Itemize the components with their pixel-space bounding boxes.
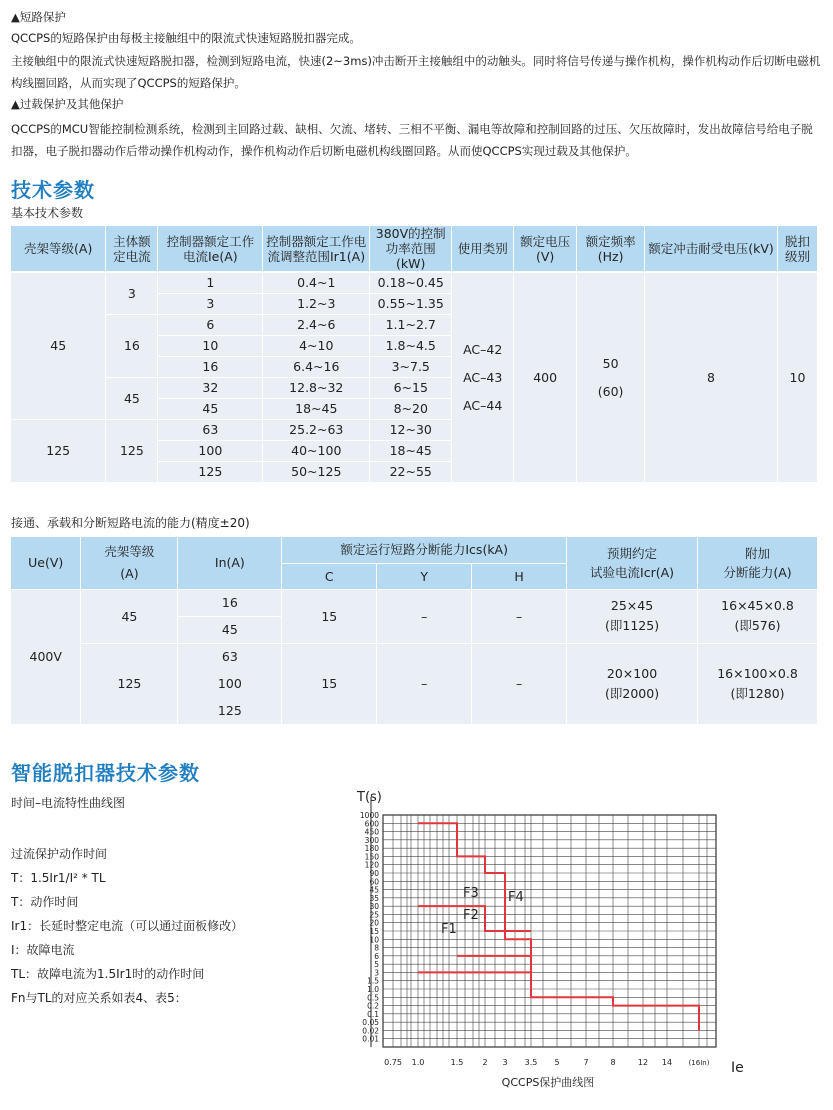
breaking-table [11, 537, 818, 724]
ir1-cell: 4~10 [263, 335, 370, 356]
main-current-cell: 125 [106, 419, 158, 482]
ir1-cell: 25.2~63 [263, 419, 370, 440]
in-cell: 100 [178, 670, 282, 697]
chart-y-tick-label: 0.05 [362, 1018, 379, 1028]
h-cell: – [472, 643, 567, 724]
chart-x-axis-label: Ie [731, 1060, 744, 1076]
frame-cell: 45 [11, 272, 106, 419]
chart-x-tick-label: 1.5 [450, 1058, 464, 1067]
icr-cell [567, 589, 698, 643]
chart-y-tick-label: 600 [364, 819, 379, 829]
additional-value: 16×100×0.8 [717, 665, 798, 681]
frame-cell: 125 [81, 643, 178, 724]
chart-x-tick-label: 5 [554, 1058, 560, 1067]
power-cell: 6~15 [370, 377, 452, 398]
ie-cell: 6 [158, 314, 263, 335]
chart-y-tick-label: 3 [374, 968, 379, 978]
header-icr-line2: 试验电流Icr(A) [590, 564, 675, 580]
header-h: H [472, 563, 567, 589]
trip-class-cell: 10 [777, 272, 817, 482]
chart-y-tick-label: 5 [374, 960, 379, 970]
chart-x-tick-label: 2 [482, 1058, 488, 1067]
power-cell: 12~30 [370, 419, 452, 440]
chart-y-tick-label: 30 [369, 902, 379, 912]
icr-equivalent: (即1125) [605, 618, 660, 633]
y-cell: – [377, 589, 472, 643]
chart-y-tick-label: 60 [369, 877, 379, 887]
ir1-cell: 50~125 [263, 461, 370, 482]
tech-params-title: 技术参数 [11, 178, 95, 202]
table-row [11, 643, 818, 670]
chart-x-tick-label: 12 [637, 1058, 649, 1067]
overload-heading: ▲过载保护及其他保护 [11, 97, 124, 111]
formula-definitions [11, 842, 341, 1010]
ie-cell: 1 [158, 272, 263, 293]
additional-cell [698, 589, 818, 643]
chart-y-tick-label: 0.1 [367, 1009, 379, 1019]
chart-x-tick-label: 14 [661, 1058, 673, 1067]
header-power: 380V的控制功率范围(kW) [370, 226, 452, 272]
icr-equivalent: (即2000) [605, 685, 660, 701]
ie-cell: 125 [158, 461, 263, 482]
chart-y-tick-label: 0.5 [367, 993, 379, 1003]
def-line: Ir1：长延时整定电流（可以通过面板修改） [11, 919, 244, 933]
power-cell: 1.8~4.5 [370, 335, 452, 356]
category-ac44: AC–44 [463, 397, 503, 413]
chart-y-tick-label: 0.02 [362, 1026, 379, 1036]
header-frame: 壳架等级(A) [11, 226, 106, 272]
h-cell: – [472, 589, 567, 643]
def-line: 过流保护动作时间 [11, 847, 108, 861]
ie-cell: 100 [158, 440, 263, 461]
table-row [11, 272, 818, 293]
chart-y-tick-label: 120 [364, 860, 379, 870]
chart-x-tick-label: 3.5 [524, 1058, 538, 1067]
voltage-cell: 400 [514, 272, 577, 482]
chart-title: QCCPS保护曲线图 [501, 1076, 595, 1089]
def-line: T：动作时间 [11, 895, 79, 909]
ir1-cell: 0.4~1 [263, 272, 370, 293]
chart-curve-label: F3 [463, 886, 479, 901]
header-main-current: 主体额定电流 [106, 226, 158, 272]
frame-cell: 45 [81, 589, 178, 643]
chart-y-tick-label: 10 [369, 935, 379, 945]
overload-paragraph: QCCPS的MCU智能控制检测系统，检测到主回路过载、缺相、欠流、堵转、三相不平衡、漏电等故障和控制回路的过压、欠压故障时，发出故障信号给电子脱扣器，电子脱扣器动作后带动操作机构动作，操作机构动作后切断电磁机构线圈回路。从而使QCCPS实现过载及其他保护。 [11, 122, 813, 158]
chart-y-tick-label: 300 [364, 835, 379, 845]
chart-y-tick-label: 20 [369, 918, 379, 928]
chart-y-tick-label: 0.2 [367, 1001, 379, 1011]
power-cell: 3~7.5 [370, 356, 452, 377]
ir1-cell: 12.8~32 [263, 377, 370, 398]
chart-y-tick-label: 15 [369, 927, 379, 936]
ir1-cell: 2.4~6 [263, 314, 370, 335]
header-icr [567, 537, 698, 589]
category-cell [452, 272, 514, 482]
additional-value: 16×45×0.8 [721, 598, 794, 613]
frame-cell: 125 [11, 419, 106, 482]
power-cell: 22~55 [370, 461, 452, 482]
chart-y-tick-label: 90 [369, 869, 379, 878]
main-current-cell: 16 [106, 314, 158, 377]
header-category: 使用类别 [452, 226, 514, 272]
frequency-main: 50 [602, 355, 619, 371]
chart-y-tick-label: 1.5 [367, 976, 379, 986]
header-c: C [282, 563, 377, 589]
basic-params-subtitle: 基本技术参数 [11, 206, 84, 220]
def-line: TL：故障电流为1.5Ir1时的动作时间 [11, 967, 205, 981]
frequency-alt: (60) [597, 383, 624, 399]
breaking-header-row [11, 537, 818, 563]
header-voltage: 额定电压(V) [514, 226, 577, 272]
chart-y-tick-label: 6 [374, 951, 379, 961]
power-cell: 0.18~0.45 [370, 272, 452, 293]
chart-y-tick-label: 25 [369, 910, 379, 920]
icr-value: 20×100 [606, 665, 658, 681]
chart-x-tick-label: 1.0 [411, 1058, 425, 1067]
header-ue: Ue(V) [11, 537, 81, 589]
impulse-cell: 8 [645, 272, 778, 482]
chart-x-tick-label: 8 [610, 1058, 616, 1067]
in-cell: 125 [178, 697, 282, 724]
ie-cell: 3 [158, 293, 263, 314]
header-ir1: 控制器额定工作电流调整范围Ir1(A) [263, 226, 370, 272]
ie-cell: 45 [158, 398, 263, 419]
chart-y-tick-label: 0.01 [362, 1034, 379, 1044]
ir1-cell: 40~100 [263, 440, 370, 461]
basic-params-table [11, 226, 818, 482]
chart-curve-label: F4 [508, 890, 524, 905]
power-cell: 0.55~1.35 [370, 293, 452, 314]
header-frame-line2: (A) [120, 565, 139, 581]
category-ac43: AC–43 [463, 369, 503, 385]
header-additional-line1: 附加 [744, 545, 770, 561]
in-cell: 63 [178, 643, 282, 670]
ir1-cell: 1.2~3 [263, 293, 370, 314]
curve-subtitle: 时间–电流特性曲线图 [11, 796, 126, 810]
category-ac42: AC–42 [463, 341, 503, 357]
chart-y-tick-label: 8 [374, 943, 379, 953]
short-circuit-paragraph-2: 主接触组中的限流式快速短路脱扣器，检测到短路电流，快速(2~3ms)冲击断开主接触组中的动触头。同时将信号传递与操作机构，操作机构动作后切断电磁机构线圈回路，从而实现了QCCPS的短路保护。 [11, 54, 821, 90]
def-line: I：故障电流 [11, 943, 75, 957]
additional-cell [698, 643, 818, 724]
chart-y-tick-label: 450 [364, 827, 379, 837]
chart-y-axis-label: T(s) [357, 790, 382, 805]
ue-cell: 400V [11, 589, 81, 724]
short-circuit-paragraph-1: QCCPS的短路保护由每极主接触组中的限流式快速短路脱扣器完成。 [11, 31, 361, 45]
ie-cell: 16 [158, 356, 263, 377]
header-frequency: 额定频率(Hz) [577, 226, 645, 272]
def-line: T：1.5Ir1/I² * TL [11, 871, 106, 885]
chart-x-tick-label: (16In) [688, 1059, 710, 1067]
header-icr-line1: 预期约定 [607, 545, 658, 561]
breaking-subtitle: 接通、承载和分断短路电流的能力(精度±20) [11, 516, 250, 530]
chart-y-tick-label: 45 [369, 885, 379, 895]
power-cell: 1.1~2.7 [370, 314, 452, 335]
header-frame-line1: 壳架等级 [104, 543, 155, 559]
additional-equivalent: (即576) [734, 618, 781, 633]
header-ie: 控制器额定工作电流Ie(A) [158, 226, 263, 272]
chart-x-tick-label: 3 [502, 1058, 508, 1067]
table-header-row [11, 226, 818, 272]
power-cell: 8~20 [370, 398, 452, 419]
chart-y-tick-label: 35 [369, 893, 379, 903]
chart-y-tick-label: 180 [364, 844, 379, 854]
header-frame [81, 537, 178, 589]
chart-x-tick-label: 7 [583, 1058, 589, 1067]
chart-curve-label: F2 [463, 908, 479, 923]
header-additional [698, 537, 818, 589]
header-ics: 额定运行短路分断能力Ics(kA) [282, 537, 567, 563]
in-cell: 45 [178, 616, 282, 643]
icr-value: 25×45 [610, 598, 654, 613]
header-y: Y [377, 563, 472, 589]
chart-y-ticks [360, 811, 379, 1044]
main-current-cell: 3 [106, 272, 158, 314]
main-current-cell: 45 [106, 377, 158, 419]
ie-cell: 32 [158, 377, 263, 398]
chart-x-ticks [384, 1058, 710, 1067]
additional-equivalent: (即1280) [730, 685, 785, 701]
header-impulse: 额定冲击耐受电压(kV) [645, 226, 778, 272]
chart-curve-label: F1 [441, 922, 457, 937]
ir1-cell: 6.4~16 [263, 356, 370, 377]
short-circuit-heading: ▲短路保护 [11, 10, 66, 24]
icr-cell [567, 643, 698, 724]
ie-cell: 10 [158, 335, 263, 356]
time-current-curve-chart [345, 785, 765, 1095]
c-cell: 15 [282, 589, 377, 643]
y-cell: – [377, 643, 472, 724]
c-cell: 15 [282, 643, 377, 724]
in-cell: 16 [178, 589, 282, 616]
table-row [11, 589, 818, 616]
header-in: In(A) [178, 537, 282, 589]
header-additional-line2: 分断能力(A) [723, 564, 792, 580]
ir1-cell: 18~45 [263, 398, 370, 419]
ie-cell: 63 [158, 419, 263, 440]
chart-y-tick-label: 1.0 [367, 985, 379, 994]
chart-grid [371, 797, 716, 1047]
def-line: Fn与TL的对应关系如表4、表5： [11, 991, 187, 1005]
chart-x-tick-label: 0.75 [384, 1058, 402, 1067]
header-trip-class: 脱扣级别 [777, 226, 817, 272]
chart-y-tick-label: 150 [364, 852, 379, 862]
frequency-cell [577, 272, 645, 482]
power-cell: 18~45 [370, 440, 452, 461]
chart-y-tick-label: 1000 [359, 811, 379, 820]
smart-trip-title: 智能脱扣器技术参数 [11, 761, 200, 785]
